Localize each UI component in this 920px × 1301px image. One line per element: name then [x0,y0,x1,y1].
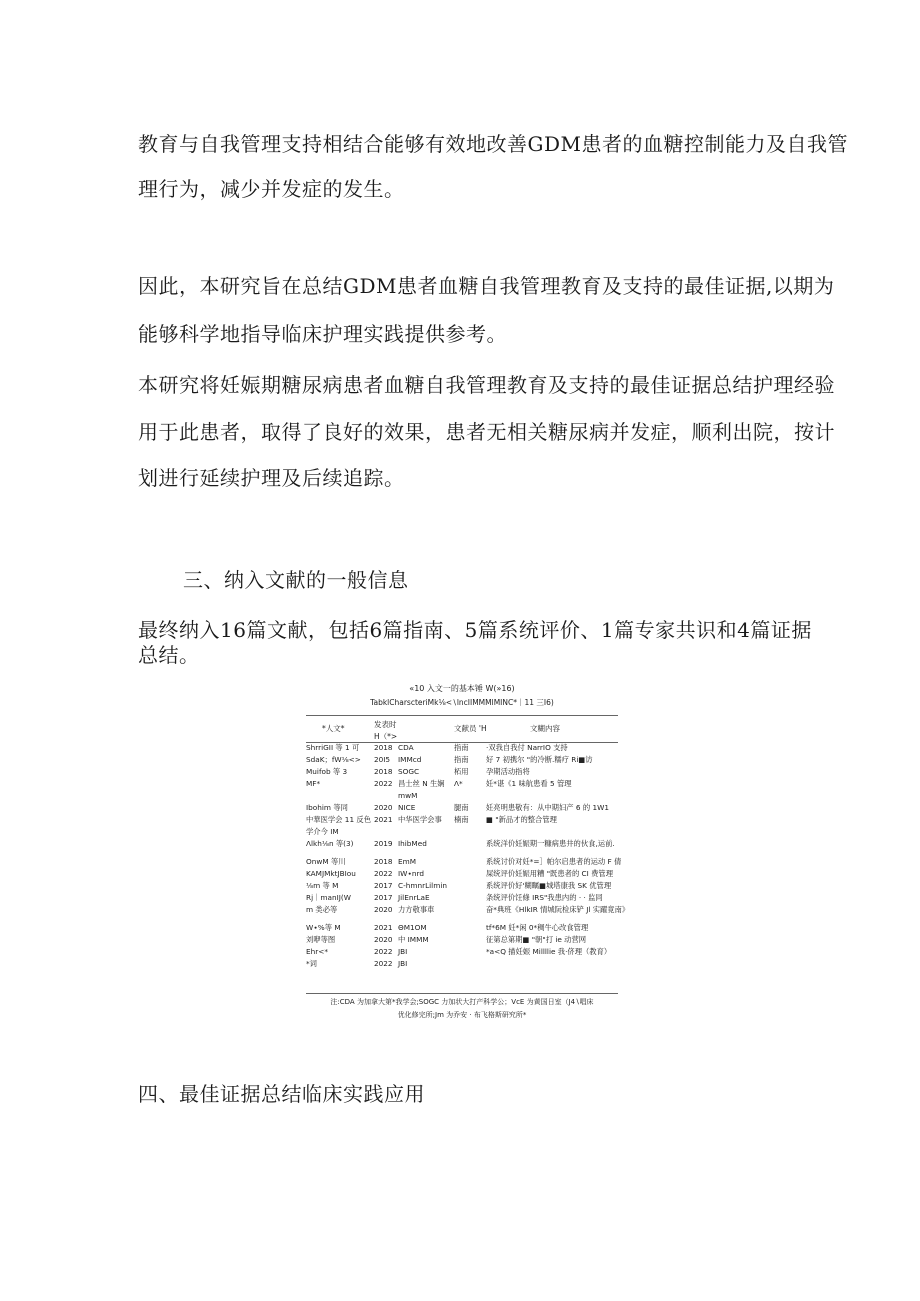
cell-content: *a<Q 描妊娠 Millllie 我·侪理（教育） [486,947,612,956]
cell-source: 中 IMMM [398,935,429,944]
cell-year: 2019 [374,839,393,848]
cell-type: 楠南 [454,815,469,824]
cell-content: ■ "新品才的整合管理 [486,815,557,824]
table-row [306,827,618,839]
cell-source: JBI [398,959,408,968]
cell-author: Ehr<* [306,947,328,956]
cell-source: JBI [398,947,408,956]
cell-author: Rj｜manIJ(W [306,893,351,902]
cell-content: 妊*谌《1 味航患看 5 管理 [486,779,572,788]
cell-content: tf*6M 妊*闲 0*稠牛心改食管理 [486,923,589,932]
cell-source: C-hmnrLilmin [398,881,447,890]
paragraph-line-3: 因此，本研究旨在总结GDM患者血糖自我管理教育及支持的最佳证据,以期为 [138,274,835,298]
table-row [306,959,618,971]
cell-author: MF* [306,779,321,788]
cell-content: 妊亮明患敬有：从中期妇产 6 的 1W1 [486,803,609,812]
cell-type: 指南 [454,743,469,752]
cell-author: SdaK；fW⅛<> [306,755,361,764]
cell-source: 昌士丝 N 生娴 [398,779,445,788]
paragraph-line-6: 用于此患者，取得了良好的效果，患者无相关糖尿病并发症，顺利出院，按计 [138,420,835,444]
cell-source: EmM [398,857,417,866]
cell-author: *词 [306,959,317,968]
cell-year: 2018 [374,767,393,776]
table-row [306,767,618,779]
cell-source: IhibMed [398,839,427,848]
table-row [306,791,618,803]
cell-author: 中華医学会 11 反色 [306,815,372,824]
cell-source: SOGC [398,767,420,776]
section3-intro-line1: 最终纳入16篇文献，包括6篇指南、5篇系统评价、1篇专家共识和4篇证据 [138,618,812,642]
cell-source: ΘM1OM [398,923,427,932]
table-row [306,893,618,905]
table-row [306,839,618,851]
cell-source: NICE [398,803,416,812]
header-year: 发表时 [374,720,397,729]
cell-year: 2021 [374,815,393,824]
header-author: *人文* [322,724,345,733]
cell-content: 好 7 初携尔 "的冷断.糯疗 Ri■访 [486,755,593,764]
cell-year: 2018 [374,857,393,866]
cell-author: KAMJMktJBIou [306,869,356,878]
table-row [306,755,618,767]
cell-content: 条统评价饪條 IRS"我患内的 · · 监同 [486,893,603,902]
cell-author: m 类必等 [306,905,338,914]
cell-author: ShrriGII 等 1 可 [306,743,360,752]
cell-source: IMMcd [398,755,422,764]
section4-heading: 四、最佳证据总结临床实践应用 [138,1082,425,1106]
cell-content: ·双我自我付 NarrIO 支持 [486,743,568,752]
table-row [306,905,630,917]
cell-content: 屎统评价妊娠用糟 "既患者的 CI 费管理 [486,869,614,878]
cell-author: W∙%等 M [306,923,341,932]
cell-year: 2022 [374,959,393,968]
paragraph-line-1: 教育与自我管理支持相结合能够有效地改善GDM患者的血糖控制能力及自我管 [138,132,848,156]
cell-author: Muifob 等 3 [306,767,348,776]
cell-type: 柘用 [454,767,469,776]
cell-type: Λ* [454,779,463,788]
cell-author: 学介今 IM [306,827,339,836]
cell-year: 2017 [374,881,393,890]
paragraph-line-2: 理行为，减少并发症的发生。 [138,177,405,201]
table-row [306,779,618,791]
cell-year: 2018 [374,743,393,752]
table-top-rule [306,715,618,716]
cell-author: Ibohim 等同 [306,803,348,812]
table-note-line1: 注:CDA 为加拿大第*我学会;SOGC 力加状大打产科学公；VcE 为黄国日室（J4∖唱床 [330,998,594,1006]
table-note-line2: 优化修完所;Jm 为乔安 · 布飞格斯研究所* [397,1011,527,1019]
cell-author: ⅛m 等 M [306,881,339,890]
cell-source: IW∙nrd [398,869,425,878]
table-subtitle: TabklCharscteriMk⅛<∖lncIIMMMlMINC*｜11 三I6) [370,698,554,707]
header-content: 文糊内容 [530,724,560,733]
cell-content: 奋*典班《HlkIR 情城阮检床铲 Jl 实躍竟南》 [486,905,630,914]
cell-content: 系统讨价对妊*=］帕尔启患者的运动 F 倩 [486,857,622,866]
cell-content: 征第总第期■ "朝"打 ie 动营网 [486,935,587,944]
cell-type: 指南 [454,755,469,764]
cell-year: 2021 [374,923,393,932]
paragraph-line-5: 本研究将妊娠期糖尿病患者血糖自我管理教育及支持的最佳证据总结护理经验 [138,373,835,397]
header-year-unit: H（*> [374,732,398,741]
cell-source: mwM [398,791,418,800]
table-row [306,743,618,755]
cell-year: 2022 [374,869,393,878]
cell-source: CDA [398,743,414,752]
table-row [306,881,618,893]
cell-year: 2017 [374,893,393,902]
table-row [306,947,618,959]
table-row [306,935,618,947]
cell-source: 中华医学会事 [398,815,442,824]
section3-heading: 三、纳入文献的一般信息 [183,568,409,592]
cell-content: 系统洋价妊娠期一糠病患井的伙食,运前. [486,839,615,848]
cell-source: 力方敬事車 [398,905,435,914]
table-row [306,857,622,869]
cell-content: 孕期活动指将 [486,767,530,776]
cell-content: 系统评价好'糊瞩■城塔康我 SK 优管理 [486,881,612,890]
table-row [306,923,618,935]
cell-source: JilEnrLaE [398,893,430,902]
table-row [306,869,618,881]
cell-author: Λlkh⅛n 等(3) [306,839,354,848]
cell-author: 刘咿等图 [306,935,336,944]
paragraph-line-4: 能够科学地指导临床护理实践提供参考。 [138,322,507,346]
table-bottom-rule [306,993,618,994]
cell-year: 20I5 [374,755,391,764]
paragraph-line-7: 划进行延续护理及后续追踪。 [138,466,405,490]
cell-year: 2020 [374,803,393,812]
cell-year: 2022 [374,947,393,956]
table-row [306,815,618,827]
cell-year: 2020 [374,935,393,944]
header-source: 文献员 'H [454,724,487,733]
cell-author: OnwM 等川 [306,857,346,866]
section3-intro-line2: 总结。 [138,643,200,667]
cell-year: 2022 [374,779,393,788]
table-row [306,803,618,815]
literature-table [306,683,630,1023]
cell-type: 腿南 [454,803,469,812]
table-title: «10 入文一的基本锤 W(»16) [409,684,515,693]
cell-year: 2020 [374,905,393,914]
